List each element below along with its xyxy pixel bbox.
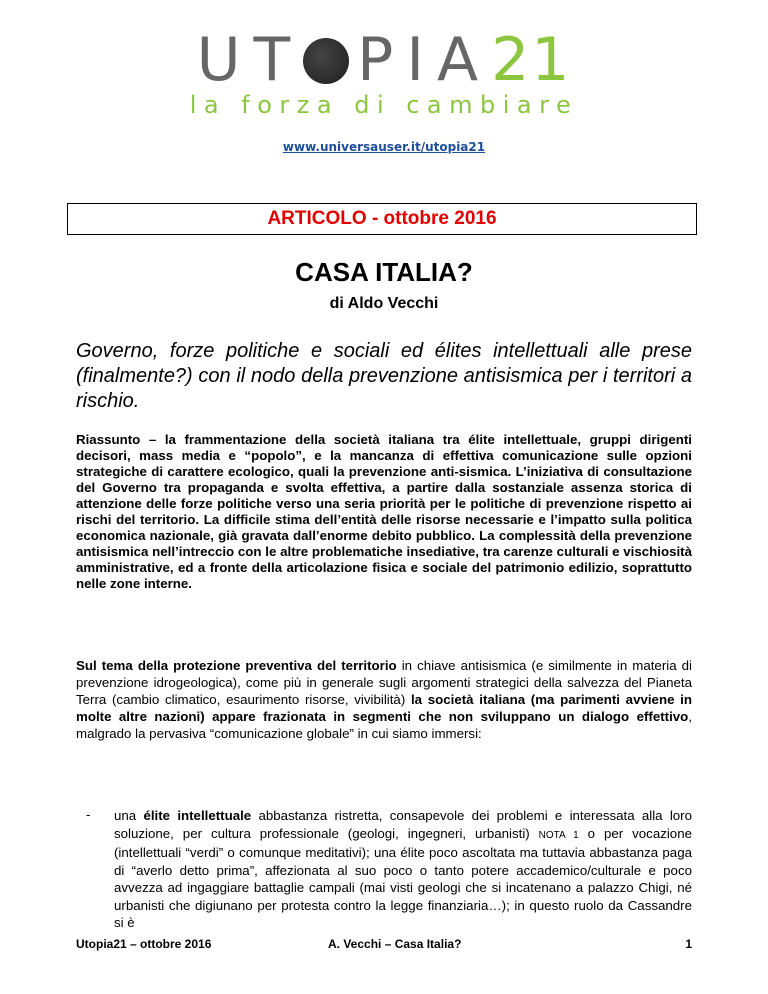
footnote-reference[interactable]: NOTA 1 — [538, 829, 579, 841]
body-paragraph — [76, 657, 692, 742]
bullet-text — [114, 807, 692, 932]
bullet-text-span: o per vocazione (intellettuali “verdi” o comunque meditativi); una élite poco ascoltata ma tuttavia abbastanza paga di “averlo detto prima”, affezionata al suo poco o tanto potere accademico/culturale e poco avvezza ad ingaggiare battaglie campali (mai visti geologi che si incatenano a palazzo Chigi, né urbanisti che digiunano per protesta contro la legge finanziaria…); in questo ruolo da Cassandre si è — [114, 825, 692, 930]
logo-text-pia: PIA — [357, 25, 492, 95]
article-author: di Aldo Vecchi — [329, 295, 439, 312]
bullet-marker: - — [86, 807, 91, 822]
bullet-text-span: una — [114, 808, 144, 823]
site-url-link[interactable]: www.universauser.it/utopia21 — [282, 140, 486, 154]
utopia21-logo — [0, 25, 768, 119]
logo-tagline: la forza di cambiare — [189, 91, 579, 119]
logo-wordmark — [0, 25, 768, 95]
logo-number: 21 — [491, 25, 572, 95]
body-bold-span: Sul tema della protezione preventiva del territorio — [76, 658, 397, 673]
bullet-text-span: abbastanza ristretta, consapevole dei problemi e interessata alla loro soluzione, per cultura professionale (geologi, ingegneri, urbanisti) — [114, 808, 692, 841]
page-number: 1 — [685, 937, 692, 951]
article-title: CASA ITALIA? — [295, 257, 473, 287]
logo-o-circle-icon — [303, 38, 349, 84]
bullet-bold-span: élite intellettuale — [143, 808, 252, 823]
footer-left: Utopia21 – ottobre 2016 — [76, 937, 212, 951]
body-text-span: , malgrado la pervasiva “comunicazione globale” in cui siamo immersi: — [76, 709, 692, 741]
article-abstract: Riassunto – la frammentazione della società italiana tra élite intellettuale, gruppi dirigenti decisori, mass media e “popolo”, e la mancanza di effettiva comunicazione sulle opzioni strategiche di carattere ecologico, quali la prevenzione anti-sismica. L’iniziativa di consultazione del Governo tra propaganda e svolta effettiva, a partire dalla sostanziale assenza storica di attenzione delle forze politiche verso una seria priorità per le politiche di prevenzione rispetto ai rischi del territorio. La difficile stima dell’entità delle risorse necessarie e l’impatto sulla politica economica nazionale, già gravata dall’enorme debito pubblico. La complessità della prevenzione antisismica nell’intreccio con le altre problematiche insediative, tra carenze culturali e vischiosità amministrative, ed a fronte della articolazione fisica e sociale del patrimonio edilizio, soprattutto nelle zone interne. — [76, 432, 692, 591]
logo-text-ut: UT — [196, 25, 304, 95]
body-bold-span: la società italiana (ma parimenti avviene in molte altre nazioni) appare frazionata in segmenti che non sviluppano un dialogo effettivo — [76, 692, 692, 724]
article-subtitle: Governo, forze politiche e sociali ed élites intellettuali alle prese (finalmente?) con il nodo della prevenzione antisismica per i territori a rischio. — [76, 340, 692, 412]
footer-center: A. Vecchi – Casa Italia? — [328, 937, 462, 951]
article-label-box: ARTICOLO - ottobre 2016 — [67, 203, 697, 235]
body-text-span: in chiave antisismica (e similmente in materia di prevenzione idrogeologica), come più in generale sugli argomenti strategici della salvezza del Pianeta Terra (cambio climatico, esaurimento risorse, vivibilità) — [76, 658, 692, 707]
